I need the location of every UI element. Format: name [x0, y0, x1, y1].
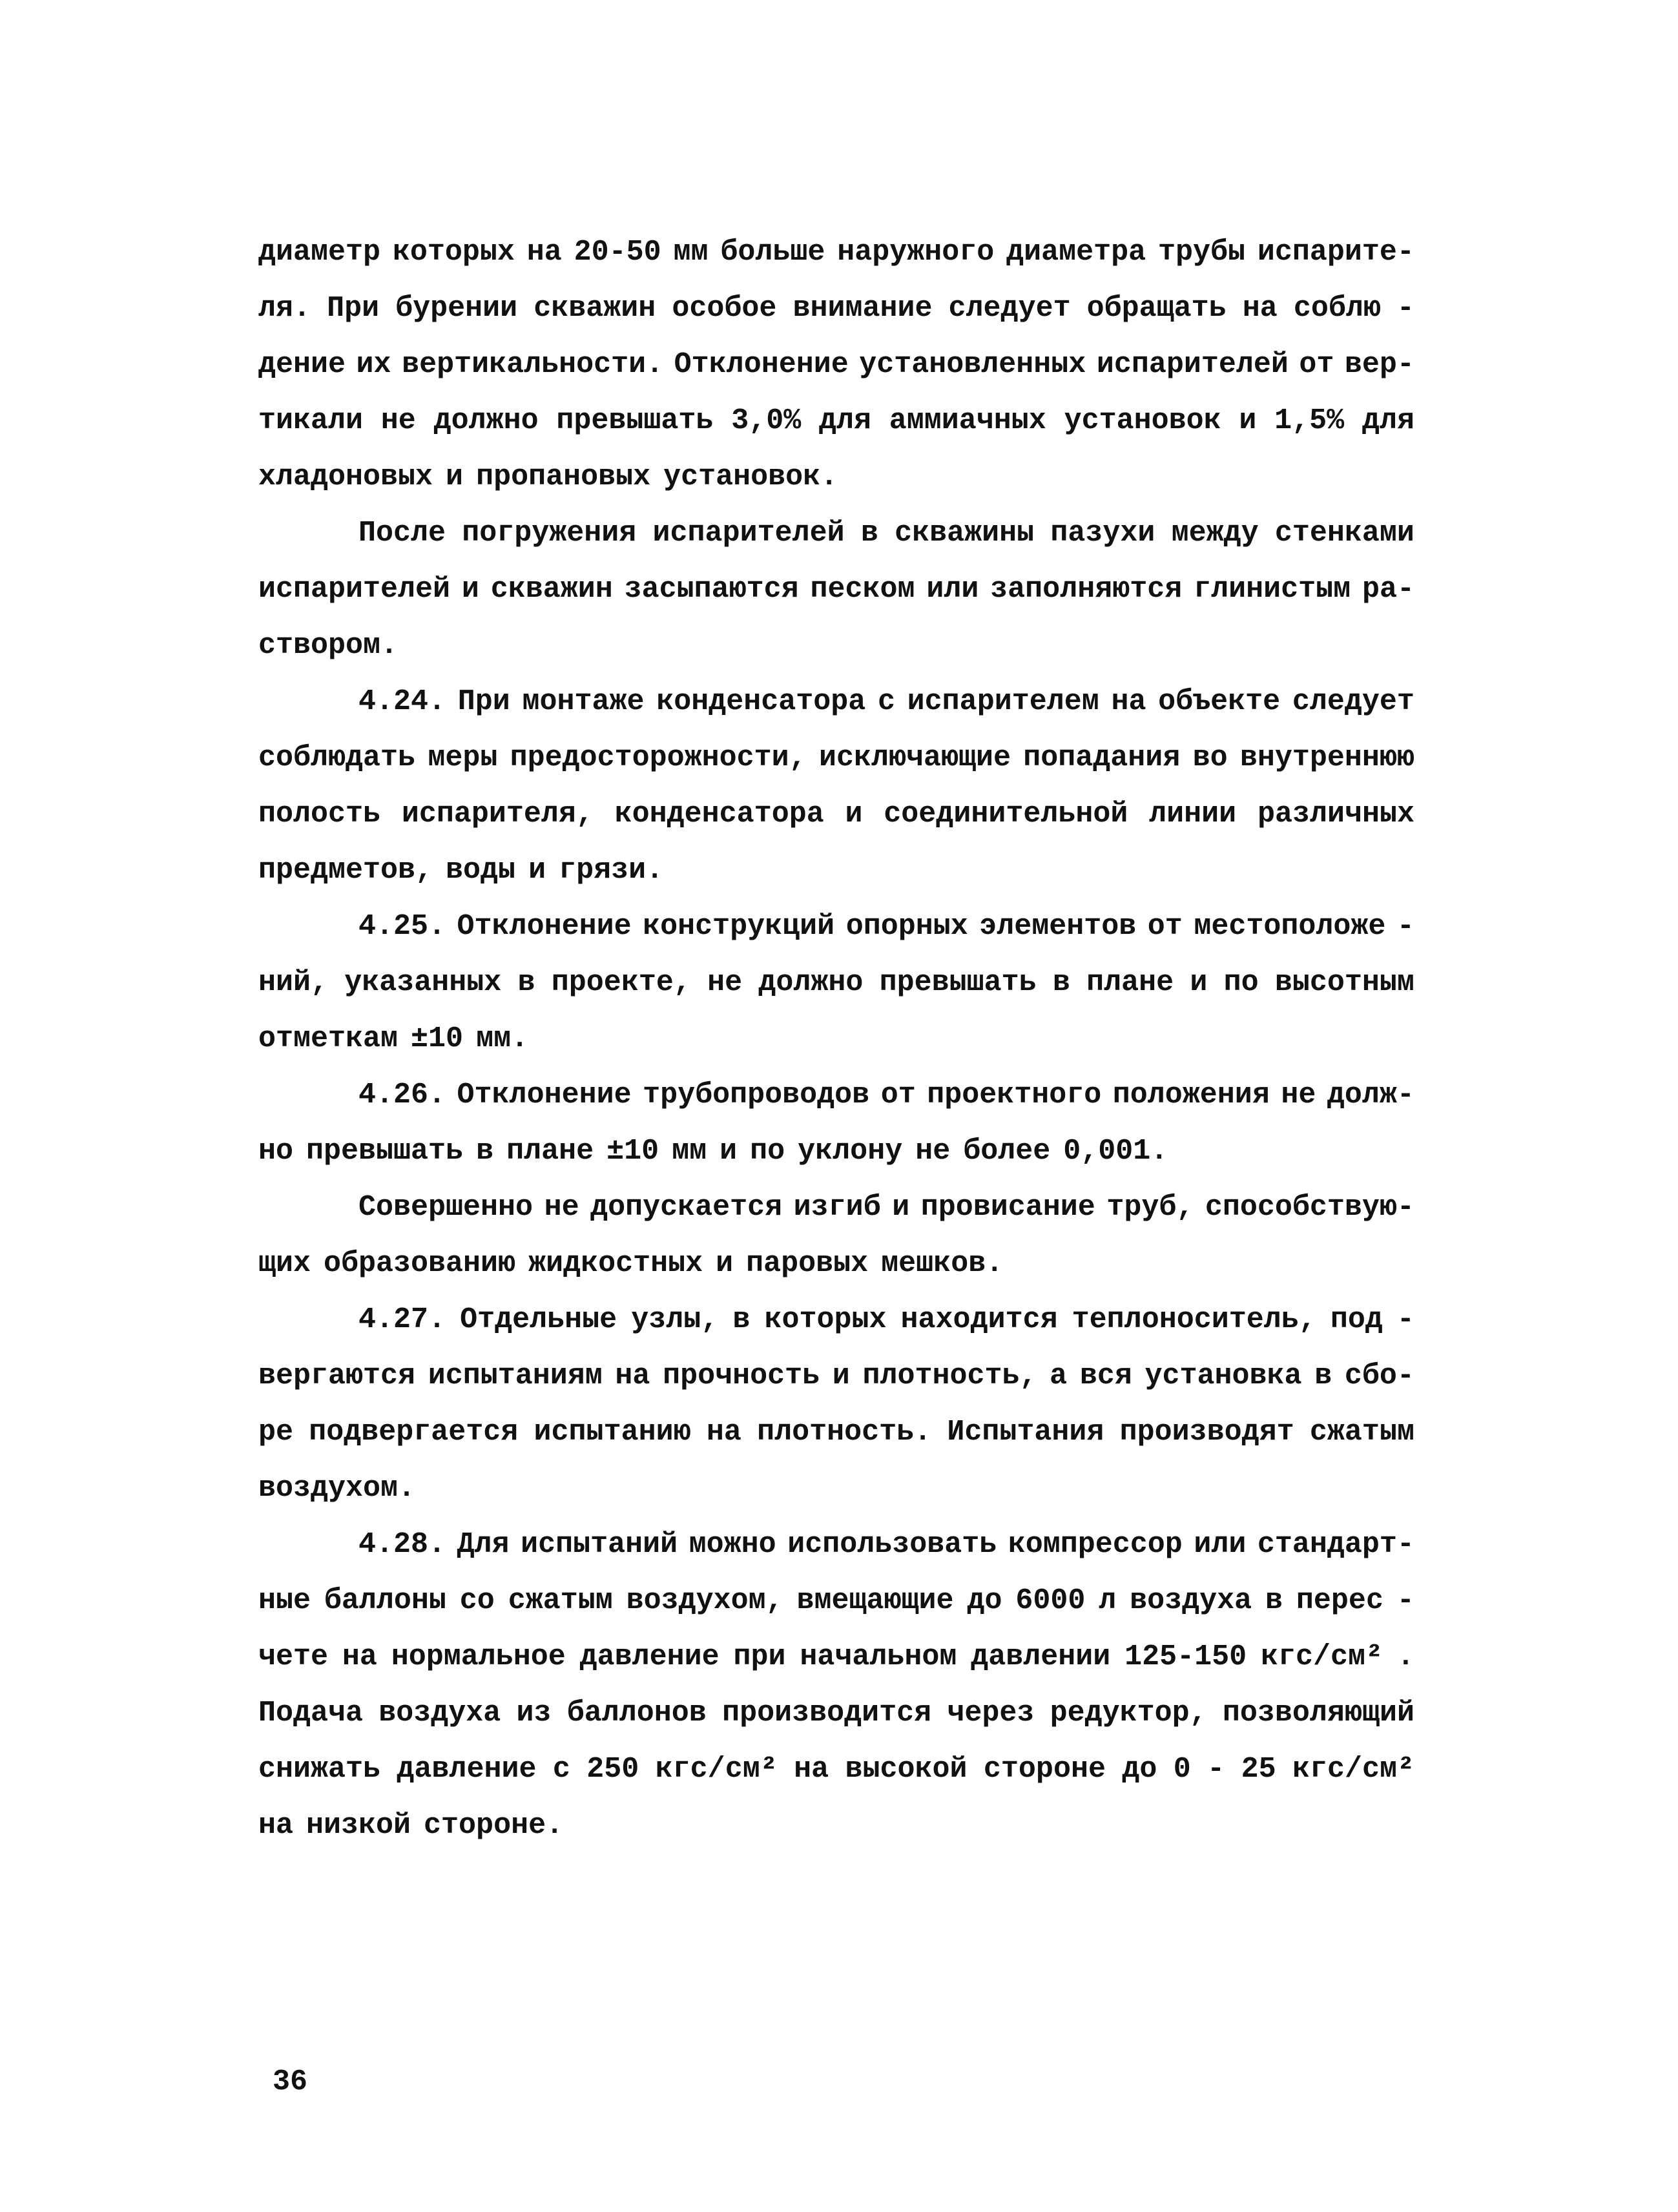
word: обращать: [1086, 292, 1227, 325]
word: и: [720, 1135, 738, 1168]
word: и: [845, 798, 863, 831]
word: в: [476, 1135, 494, 1168]
word: которых: [764, 1303, 887, 1336]
word: следует: [948, 292, 1071, 325]
text-line: [258, 1528, 1414, 1584]
word: воздухом,: [626, 1584, 783, 1617]
word: ные: [258, 1584, 311, 1617]
word: ±10: [411, 1022, 464, 1055]
word: 1,5%: [1274, 404, 1345, 437]
text-line: [258, 966, 1414, 1022]
text-line: [258, 517, 1414, 573]
word: высотным: [1274, 966, 1414, 999]
word: 25: [1241, 1753, 1276, 1786]
word: которых: [392, 236, 515, 269]
word: на: [526, 236, 562, 269]
word: хладоновых: [258, 460, 433, 493]
word: 4.24.: [358, 685, 446, 718]
word: более: [963, 1135, 1051, 1168]
word: а: [1050, 1359, 1068, 1392]
text-line: [258, 348, 1414, 404]
word: не: [915, 1135, 951, 1168]
word: теплоноситель,: [1072, 1303, 1316, 1336]
word: погружения: [462, 517, 637, 550]
word: объекте: [1158, 685, 1281, 718]
word: 0: [1173, 1753, 1191, 1786]
text-line: [258, 404, 1414, 460]
word: проектного: [927, 1079, 1102, 1111]
word: элементов: [979, 910, 1137, 943]
word: монтаже: [522, 685, 645, 718]
text-line: [258, 685, 1414, 741]
word: долж-: [1327, 1079, 1414, 1111]
word: плане: [1086, 966, 1174, 999]
word: воздуха: [378, 1697, 501, 1730]
word: конденсатора: [614, 798, 824, 831]
word: не: [1281, 1079, 1316, 1111]
word: низкой: [306, 1809, 411, 1842]
word: створом.: [258, 629, 399, 662]
word: различных: [1257, 798, 1414, 831]
word: труб,: [1106, 1191, 1194, 1224]
word: диаметр: [258, 236, 381, 269]
word: испытаний: [521, 1528, 678, 1561]
word: внимание: [792, 292, 933, 325]
word: сжатым: [1309, 1416, 1414, 1449]
word: заполняются: [990, 573, 1183, 606]
word: соблюдать: [258, 741, 416, 774]
text-line: [258, 1809, 1414, 1865]
word: из: [516, 1697, 552, 1730]
word: находится: [900, 1303, 1058, 1336]
word: превышать: [306, 1135, 464, 1168]
word: испарите-: [1257, 236, 1414, 269]
word: производят: [1119, 1416, 1294, 1449]
word: предосторожности,: [510, 741, 807, 774]
word: не: [380, 404, 416, 437]
word: ре: [258, 1416, 294, 1449]
word: бурении: [395, 292, 518, 325]
word: на: [342, 1640, 377, 1673]
word: 4.27.: [358, 1303, 446, 1336]
word: жидкостных: [528, 1247, 703, 1280]
word: 250: [586, 1753, 639, 1786]
word: перес: [1296, 1584, 1383, 1617]
word: 125-150: [1124, 1640, 1247, 1673]
text-line: [258, 1584, 1414, 1640]
word: попадания: [1023, 741, 1181, 774]
word: исключающие: [818, 741, 1011, 774]
word: до: [1122, 1753, 1157, 1786]
word: установок: [1064, 404, 1221, 437]
word: скважин: [490, 573, 613, 606]
word: по: [750, 1135, 785, 1168]
word: 20-50: [574, 236, 661, 269]
word: плане: [506, 1135, 594, 1168]
word: испарителей: [258, 573, 451, 606]
word: превышать: [556, 404, 714, 437]
word: баллоны: [324, 1584, 446, 1617]
word: установок.: [663, 460, 838, 493]
word: предметов,: [258, 854, 433, 887]
word: -: [1396, 910, 1414, 943]
word: больше: [720, 236, 825, 269]
word: стороне: [983, 1753, 1106, 1786]
word: на: [258, 1809, 294, 1842]
word: пазухи: [1050, 517, 1155, 550]
word: или: [1194, 1528, 1247, 1561]
word: воздуха: [1130, 1584, 1252, 1617]
text-line: [258, 1753, 1414, 1809]
word: скважин: [533, 292, 656, 325]
word: с: [552, 1753, 570, 1786]
word: соблю: [1293, 292, 1381, 325]
word: и: [461, 573, 479, 606]
word: изгиб: [793, 1191, 881, 1224]
word: 4.28.: [358, 1528, 446, 1561]
text-line: [258, 1247, 1414, 1303]
word: высокой: [845, 1753, 968, 1786]
word: конденсатора: [656, 685, 866, 718]
word: при: [733, 1640, 786, 1673]
word: способствую-: [1205, 1191, 1414, 1224]
document-body: [258, 236, 1414, 1865]
word: грязи.: [559, 854, 664, 887]
word: 6000: [1015, 1584, 1086, 1617]
word: прочность: [663, 1359, 820, 1392]
word: 3,0%: [731, 404, 802, 437]
word: по: [1223, 966, 1259, 999]
word: следует: [1292, 685, 1414, 718]
word: образованию: [324, 1247, 516, 1280]
text-line: [258, 1022, 1414, 1079]
word: вер-: [1344, 348, 1414, 381]
word: и: [446, 460, 464, 493]
word: Отдельные: [460, 1303, 617, 1336]
word: и: [716, 1247, 734, 1280]
word: ний,: [258, 966, 329, 999]
word: При: [327, 292, 380, 325]
word: нормальное: [391, 1640, 566, 1673]
word: -: [1207, 1753, 1225, 1786]
word: на: [1111, 685, 1146, 718]
word: указанных: [344, 966, 502, 999]
text-line: [258, 573, 1414, 629]
word: от: [1147, 910, 1183, 943]
word: использовать: [787, 1528, 997, 1561]
word: Отклонение: [674, 348, 849, 381]
word: но: [258, 1135, 294, 1168]
word: сжатым: [508, 1584, 613, 1617]
word: Совершенно: [358, 1191, 533, 1224]
word: и: [1239, 404, 1257, 437]
text-line: [258, 460, 1414, 517]
word: давление: [579, 1640, 720, 1673]
word: наружного: [837, 236, 995, 269]
word: Для: [457, 1528, 510, 1561]
word: проекте,: [551, 966, 691, 999]
word: мм: [672, 1135, 707, 1168]
word: внутреннюю: [1239, 741, 1414, 774]
word: стороне.: [424, 1809, 564, 1842]
word: испарителя,: [401, 798, 594, 831]
word: вмещающие: [796, 1584, 954, 1617]
word: мешков.: [881, 1247, 1004, 1280]
word: установка: [1145, 1359, 1302, 1392]
word: опорных: [845, 910, 968, 943]
word: на: [615, 1359, 650, 1392]
word: плотность.: [757, 1416, 932, 1449]
page-number: 36: [273, 2065, 308, 2098]
word: песком: [810, 573, 915, 606]
word: пропановых: [476, 460, 651, 493]
word: дение: [258, 348, 346, 381]
word: испытанию: [533, 1416, 691, 1449]
word: Испытания: [947, 1416, 1104, 1449]
word: -: [1396, 292, 1414, 325]
word: на: [706, 1416, 741, 1449]
word: мм.: [476, 1022, 529, 1055]
text-line: [258, 236, 1414, 292]
text-line: [258, 629, 1414, 685]
word: .: [1396, 1640, 1414, 1673]
text-line: [258, 798, 1414, 854]
word: После: [358, 517, 446, 550]
word: узлы,: [631, 1303, 719, 1336]
word: начальном: [800, 1640, 957, 1673]
word: сбо-: [1344, 1359, 1414, 1392]
word: трубы: [1158, 236, 1246, 269]
text-line: [258, 1191, 1414, 1247]
word: до: [967, 1584, 1002, 1617]
word: производится: [722, 1697, 932, 1730]
word: в: [1052, 966, 1070, 999]
word: При: [457, 685, 510, 718]
word: должно: [758, 966, 864, 999]
word: для: [818, 404, 871, 437]
word: глинистым: [1194, 573, 1351, 606]
word: и: [832, 1359, 850, 1392]
word: в: [517, 966, 535, 999]
word: соединительной: [884, 798, 1128, 831]
word: с: [877, 685, 895, 718]
word: превышать: [879, 966, 1037, 999]
word: уклону: [798, 1135, 903, 1168]
word: допускается: [590, 1191, 783, 1224]
word: в: [732, 1303, 751, 1336]
word: 0,001.: [1063, 1135, 1168, 1168]
word: и: [1190, 966, 1208, 999]
word: ±10: [606, 1135, 659, 1168]
word: мм: [673, 236, 709, 269]
word: чете: [258, 1640, 329, 1673]
word: на: [1242, 292, 1278, 325]
word: в: [1265, 1584, 1283, 1617]
word: стандарт-: [1257, 1528, 1414, 1561]
word: местоположе: [1194, 910, 1386, 943]
word: л: [1099, 1584, 1117, 1617]
word: не: [544, 1191, 579, 1224]
word: или: [926, 573, 979, 606]
word: тикали: [258, 404, 364, 437]
word: диаметра: [1006, 236, 1146, 269]
word: Отклонение: [457, 1079, 632, 1111]
text-line: [258, 1359, 1414, 1416]
word: Отклонение: [457, 910, 632, 943]
word: кгс/см²: [655, 1753, 778, 1786]
word: ля.: [258, 292, 311, 325]
word: и: [892, 1191, 910, 1224]
word: через: [947, 1697, 1035, 1730]
word: 4.25.: [358, 910, 446, 943]
word: скважины: [895, 517, 1035, 550]
word: кгс/см²: [1261, 1640, 1383, 1673]
word: в: [1314, 1359, 1332, 1392]
text-line: [258, 741, 1414, 798]
word: меры: [428, 741, 498, 774]
word: плотность,: [862, 1359, 1037, 1392]
word: редуктор,: [1050, 1697, 1207, 1730]
word: позволяющий: [1222, 1697, 1414, 1730]
word: испарителем: [907, 685, 1099, 718]
text-line: [258, 292, 1414, 348]
word: от: [1299, 348, 1334, 381]
word: компрессор: [1008, 1528, 1183, 1561]
word: стенками: [1274, 517, 1414, 550]
word: давление: [397, 1753, 537, 1786]
word: их: [356, 348, 391, 381]
word: установленных: [859, 348, 1086, 381]
word: давлении: [971, 1640, 1111, 1673]
word: для: [1362, 404, 1414, 437]
word: во: [1192, 741, 1228, 774]
text-line: [258, 1640, 1414, 1697]
word: Подача: [258, 1697, 364, 1730]
word: -: [1396, 1584, 1414, 1617]
word: особое: [672, 292, 777, 325]
word: засыпаются: [624, 573, 799, 606]
word: испытаниям: [428, 1359, 603, 1392]
text-line: [258, 910, 1414, 966]
word: конструкций: [643, 910, 835, 943]
word: трубопроводов: [643, 1079, 870, 1111]
text-line: [258, 1079, 1414, 1135]
text-line: [258, 1697, 1414, 1753]
word: подвергается: [309, 1416, 519, 1449]
word: и: [528, 854, 546, 887]
word: вся: [1079, 1359, 1132, 1392]
word: воды: [446, 854, 516, 887]
word: от: [880, 1079, 916, 1111]
text-line: [258, 1416, 1414, 1472]
word: со: [459, 1584, 495, 1617]
word: отметкам: [258, 1022, 399, 1055]
word: должно: [433, 404, 539, 437]
word: можно: [689, 1528, 776, 1561]
text-line: [258, 1135, 1414, 1191]
word: полость: [258, 798, 381, 831]
word: кгс/см²: [1292, 1753, 1414, 1786]
word: провисание: [920, 1191, 1095, 1224]
text-line: [258, 854, 1414, 910]
word: под: [1330, 1303, 1383, 1336]
word: не: [707, 966, 743, 999]
word: паровых: [746, 1247, 869, 1280]
word: баллонов: [566, 1697, 707, 1730]
text-line: [258, 1303, 1414, 1359]
word: воздухом.: [258, 1472, 416, 1505]
word: вертикальности.: [402, 348, 664, 381]
text-line: [258, 1472, 1414, 1528]
word: линии: [1149, 798, 1237, 831]
word: аммиачных: [889, 404, 1046, 437]
word: испарителей: [652, 517, 845, 550]
word: 4.26.: [358, 1079, 446, 1111]
word: вергаются: [258, 1359, 416, 1392]
word: щих: [258, 1247, 311, 1280]
word: -: [1396, 1303, 1414, 1336]
word: в: [860, 517, 878, 550]
word: снижать: [258, 1753, 381, 1786]
word: ра-: [1362, 573, 1414, 606]
word: на: [794, 1753, 829, 1786]
word: испарителей: [1096, 348, 1289, 381]
word: между: [1171, 517, 1259, 550]
word: положения: [1112, 1079, 1270, 1111]
